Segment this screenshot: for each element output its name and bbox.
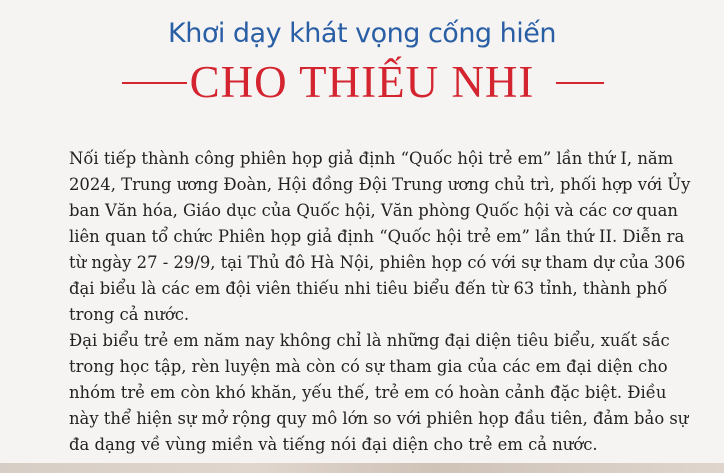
title-rule-right — [556, 82, 604, 84]
article-title: CHO THIẾU NHI — [189, 57, 535, 107]
article-paragraph-2: Đại biểu trẻ em năm nay không chỉ là những đại diện tiêu biểu, xuất sắc trong học tập, rèn luyện mà còn có sự tham gia của các em đại diện cho nhóm trẻ em còn khó khăn, yếu thế, trẻ em có hoàn cảnh đặc biệt. Điều này thể hiện sự mở rộng quy mô lớn so với phiên họp đầu tiên, đảm bảo sự đa dạng về vùng miền và tiếng nói đại diện cho trẻ em cả nước. — [69, 331, 689, 454]
article-paragraph-1: Nối tiếp thành công phiên họp giả định “Quốc hội trẻ em” lần thứ I, năm 2024, Trung ương Đoàn, Hội đồng Đội Trung ương chủ trì, phối hợp với Ủy ban Văn hóa, Giáo dục của Quốc hội, Văn phòng Quốc hội và các cơ quan liên quan tổ chức Phiên họp giả định “Quốc hội trẻ em” lần thứ II. Diễn ra từ ngày 27 - 29/9, tại Thủ đô Hà Nội, phiên họp có với sự tham dự của 306 đại biểu là các em đội viên thiếu nhi tiêu biểu đến từ 63 tỉnh, thành phố trong cả nước. — [69, 149, 691, 324]
article-subtitle: Khơi dạy khát vọng cống hiến — [168, 18, 556, 49]
bottom-photo-strip — [0, 463, 724, 473]
